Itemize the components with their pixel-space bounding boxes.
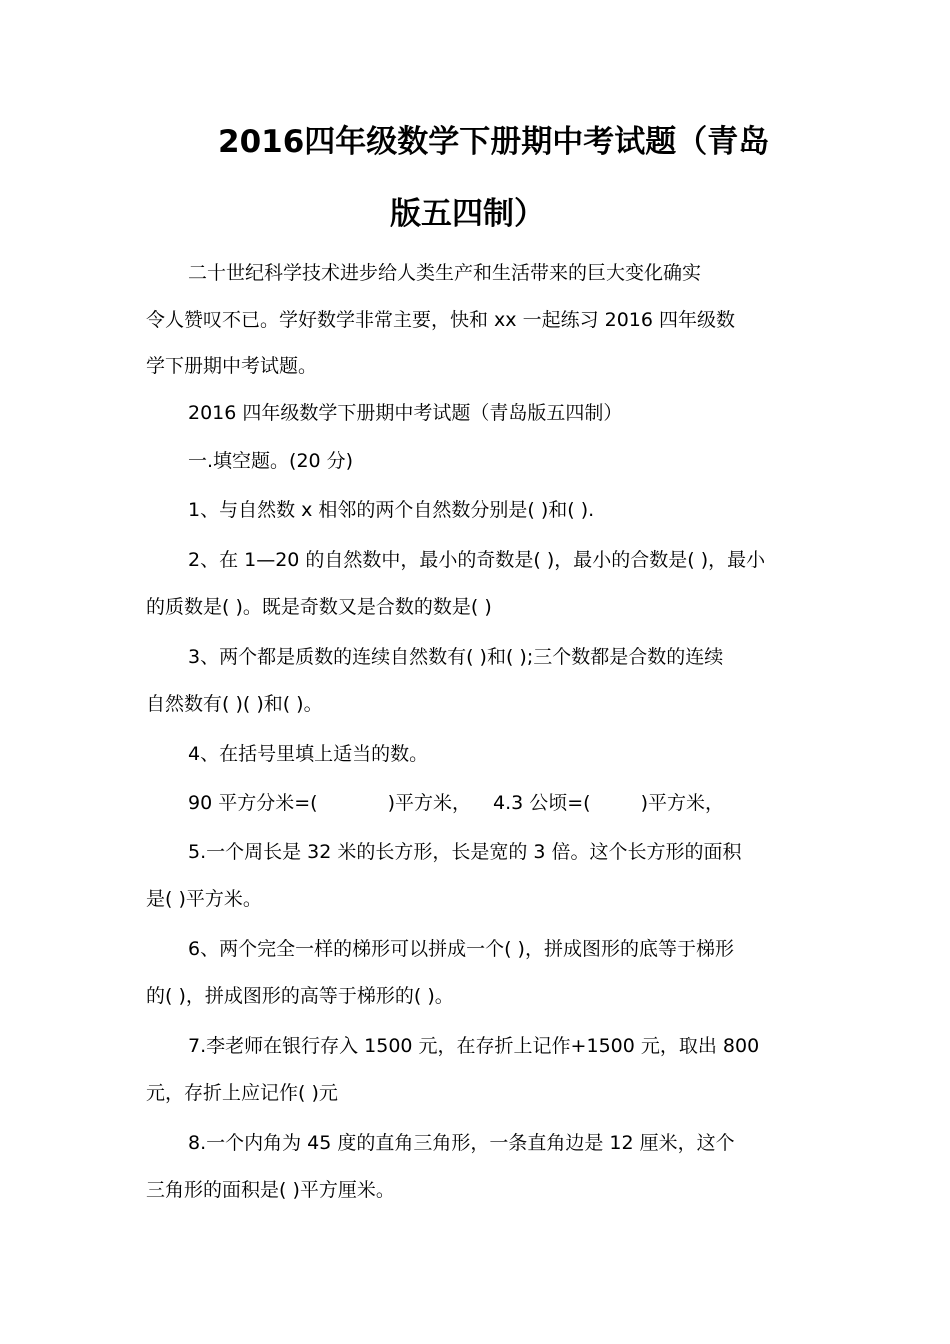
question-4-line-2	[188, 789, 818, 817]
question-7-line-1: 7.李老师在银行存入 1500 元，在存折上记作+1500 元，取出 800	[188, 1035, 760, 1057]
intro-line-3: 学下册期中考试题。	[146, 355, 318, 377]
question-2-line-1: 2、在 1—20 的自然数中，最小的奇数是( )，最小的合数是( )，最小	[188, 549, 766, 571]
question-2-line-2: 的质数是( )。既是奇数又是合数的数是( )	[146, 596, 492, 618]
intro-line-2: 令人赞叹不已。学好数学非常主要，快和 xx 一起练习 2016 四年级数	[146, 309, 736, 331]
question-4-part-c: 4.3 公顷=(	[492, 792, 591, 814]
question-4-part-a: 90 平方分米=(	[188, 792, 318, 814]
question-7-line-2: 元，存折上应记作( )元	[146, 1082, 338, 1104]
question-8-line-1: 8.一个内角为 45 度的直角三角形，一条直角边是 12 厘米，这个	[188, 1132, 735, 1154]
question-3-line-1: 3、两个都是质数的连续自然数有( )和( );三个数都是合数的连续	[188, 646, 724, 668]
intro-line-1: 二十世纪科学技术进步给人类生产和生活带来的巨大变化确实	[188, 262, 702, 284]
question-4-line-1: 4、在括号里填上适当的数。	[188, 743, 429, 765]
question-4-part-b: )平方米，	[387, 792, 471, 814]
question-8-line-2: 三角形的面积是( )平方厘米。	[146, 1179, 395, 1201]
question-5-line-1: 5.一个周长是 32 米的长方形，长是宽的 3 倍。这个长方形的面积	[188, 841, 742, 863]
section-fill-blank-heading: 一.填空题。(20 分)	[188, 450, 354, 472]
document-title-line-2: 版五四制）	[390, 196, 545, 232]
question-3-line-2: 自然数有( )( )和( )。	[146, 693, 323, 715]
question-5-line-2: 是( )平方米。	[146, 888, 262, 910]
question-4-part-d: )平方米，	[640, 792, 724, 814]
subtitle: 2016 四年级数学下册期中考试题（青岛版五四制）	[188, 402, 623, 424]
document-title-line-1: 2016四年级数学下册期中考试题（青岛	[218, 124, 770, 160]
question-6-line-2: 的( )，拼成图形的高等于梯形的( )。	[146, 985, 454, 1007]
question-6-line-1: 6、两个完全一样的梯形可以拼成一个( )，拼成图形的底等于梯形	[188, 938, 734, 960]
question-1: 1、与自然数 x 相邻的两个自然数分别是( )和( ).	[188, 499, 595, 521]
